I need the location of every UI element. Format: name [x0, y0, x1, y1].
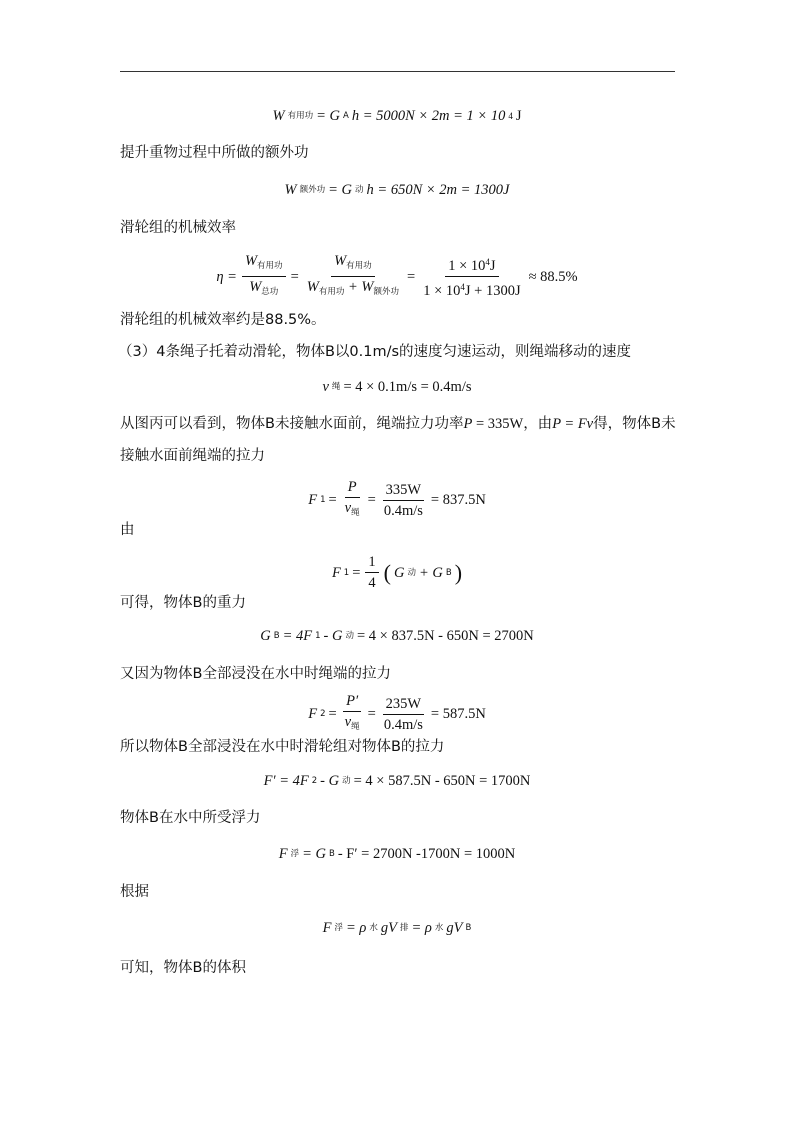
equation-force-f2: F 2 = $\frac{P'}{v_绳}$ = $\frac{235W}{0.4m/s}$ = 587.5N: [308, 693, 486, 733]
text-efficiency-result: 滑轮组的机械效率约是88.5%。: [120, 312, 326, 328]
text-efficiency: 滑轮组的机械效率: [120, 220, 236, 236]
text-extra-work: 提升重物过程中所做的额外功: [120, 145, 309, 161]
text-volume-intro: 可知，物体B的体积: [120, 960, 246, 976]
equation-f1-relation: F 1 = $\frac{1}{4}$ ( G 动 + G B ): [331, 554, 463, 591]
text-rope-speed: （3）4条绳子托着动滑轮，物体B以0.1m/s的速度匀速运动，则绳端移动的速度: [118, 344, 632, 360]
equation-archimedes: F 浮 = ρ 水 gV 排 = ρ 水 gV B: [322, 920, 472, 936]
equation-useful-work: W 有用功 = G A h = 5000N × 2m = 1 × 10 4 J: [272, 108, 522, 124]
text-submerged-force-intro: 又因为物体B全部浸没在水中时绳端的拉力: [120, 666, 391, 682]
equation-efficiency: η = $\frac{W_{有用功}}{W_{总功}}$ = $\frac{W_{有用功}}{W_{有用功} + W_{额外功}}$ = $\frac{1 \times 10^4J}{1 \times 10^4J + 1300J}$ ≈ 88.5%: [216, 253, 578, 299]
equation-buoyancy: F 浮 = G B - F′ = 2700N -1700N = 1000N: [278, 846, 516, 862]
equation-pulley-force: F′ = 4F 2 - G 动 = 4 × 587.5N - 650N = 1700N: [263, 773, 531, 789]
equation-gravity: G B = 4F 1 - G 动 = 4 × 837.5N - 650N = 2700N: [260, 628, 534, 644]
equation-rope-speed: v 绳 = 4 × 0.1m/s = 0.4m/s: [322, 379, 472, 395]
text-power-intro: 从图丙可以看到，物体B未接触水面前，绳端拉力功率P = 335W，由P = Fv得，物体B未: [120, 416, 676, 432]
text-from: 由: [120, 522, 135, 538]
equation-extra-work: W 额外功 = G 动 h = 650N × 2m = 1300J: [284, 182, 510, 198]
text-according: 根据: [120, 884, 149, 900]
text-buoyancy-intro: 物体B在水中所受浮力: [120, 810, 261, 826]
text-pulley-force-intro: 所以物体B全部浸没在水中时滑轮组对物体B的拉力: [120, 739, 445, 755]
equation-force-f1: F 1 = $\frac{P}{v_绳}$ = $\frac{335W}{0.4m/s}$ = 837.5N: [308, 479, 486, 519]
text-rope-force-intro: 接触水面前绳端的拉力: [120, 448, 265, 464]
text-gravity-intro: 可得，物体B的重力: [120, 595, 246, 611]
header-rule: [120, 71, 675, 72]
